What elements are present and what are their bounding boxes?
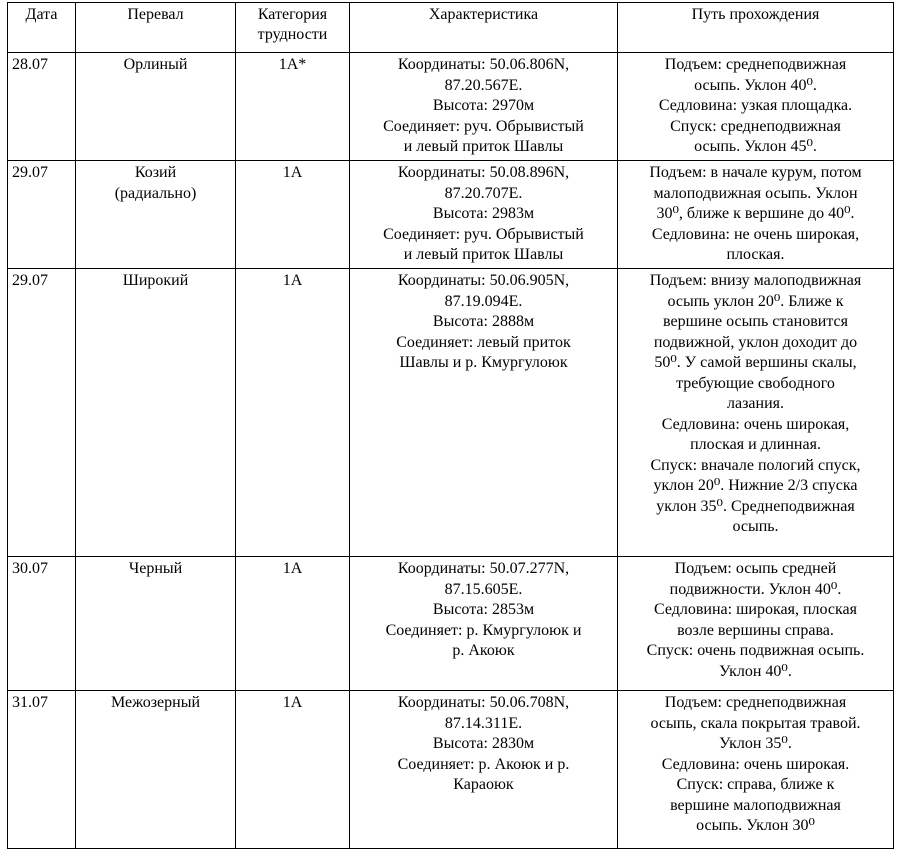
cell-route-line: осыпь. xyxy=(732,518,779,535)
cell-characteristic-line: Высота: 2983м xyxy=(432,205,535,222)
cell-route-line: Уклон 35⁰. xyxy=(719,735,792,752)
cell-characteristic-line: Координаты: 50.06.905N, xyxy=(397,272,570,289)
cell-characteristic-line: Координаты: 50.06.708N, xyxy=(397,694,570,711)
cell-route-line: Подъем: в начале курум, потом xyxy=(649,164,862,181)
cell-route-line: Седловина: не очень широкая, xyxy=(651,225,860,243)
cell-characteristic-line: Высота: 2970м xyxy=(432,97,535,114)
cell-pass-line: Широкий xyxy=(122,272,189,289)
cell-characteristic-line: 87.20.567E. xyxy=(444,76,523,94)
cell-route-line: 30⁰, ближе к вершине до 40⁰. xyxy=(656,205,855,222)
cell-characteristic-line: р. Акоюк xyxy=(452,642,515,659)
cell-characteristic-line: Соединяет: руч. Обрывистый xyxy=(383,117,584,135)
cell-route-line: Спуск: вначале пологий спуск, xyxy=(650,456,861,474)
cell-category: 1А* xyxy=(236,53,350,161)
cell-route-line: Подъем: среднеподвижная xyxy=(664,694,847,711)
cell-characteristic-line: и левый приток Шавлы xyxy=(403,138,564,155)
cell-pass-line: Межозерный xyxy=(110,694,201,711)
cell-characteristic-line: 87.20.707E. xyxy=(444,184,523,202)
cell-route-line: уклон 20⁰. Нижние 2/3 спуска xyxy=(653,477,858,494)
cell-pass-line: (радиально) xyxy=(114,184,197,202)
cell-characteristic-line: Шавлы и р. Кмургулоюк xyxy=(399,354,568,371)
cell-route-line: осыпь, скала покрытая травой. xyxy=(650,714,861,732)
cell-characteristic-line: 87.15.605E. xyxy=(444,580,523,598)
cell-characteristic-line: Соединяет: р. Акоюк и р. xyxy=(397,755,570,773)
header-characteristic: Характеристика xyxy=(350,3,618,53)
cell-characteristic-line: Координаты: 50.08.896N, xyxy=(397,164,570,181)
cell-route xyxy=(618,161,894,269)
cell-characteristic-line: Координаты: 50.06.806N, xyxy=(397,56,570,73)
cell-pass-line: Орлиный xyxy=(123,56,188,73)
cell-category: 1А xyxy=(236,557,350,691)
cell-route-line: требующие свободного xyxy=(676,374,835,392)
header-category: Категория трудности xyxy=(236,3,350,53)
cell-characteristic-line: Координаты: 50.07.277N, xyxy=(397,560,570,577)
cell-characteristic-line: 87.19.094E. xyxy=(444,292,523,310)
cell-route xyxy=(618,691,894,849)
cell-characteristic-line: Высота: 2853м xyxy=(432,601,535,618)
cell-route-line: Седловина: очень широкая, xyxy=(661,415,850,433)
cell-date: 29.07 xyxy=(8,269,76,557)
table-header-row xyxy=(8,3,894,53)
cell-route-line: Спуск: справа, ближе к xyxy=(676,776,835,793)
cell-route-line: осыпь. Уклон 30⁰ xyxy=(696,817,815,834)
cell-route-line: вершине осыпь становится xyxy=(663,313,848,330)
cell-characteristic-line: и левый приток Шавлы xyxy=(403,246,564,263)
header-route: Путь прохождения xyxy=(618,3,894,53)
cell-date: 31.07 xyxy=(8,691,76,849)
table-row xyxy=(8,557,894,691)
cell-pass xyxy=(76,269,236,557)
cell-characteristic-line: Высота: 2888м xyxy=(432,313,535,330)
cell-category: 1А xyxy=(236,691,350,849)
cell-date: 28.07 xyxy=(8,53,76,161)
cell-route xyxy=(618,53,894,161)
cell-route-line: плоская. xyxy=(726,246,785,263)
cell-route-line: Спуск: очень подвижная осыпь. xyxy=(646,642,865,659)
cell-characteristic-line: Соединяет: руч. Обрывистый xyxy=(383,225,584,243)
cell-route-line: уклон 35⁰. Среднеподвижная xyxy=(656,497,855,515)
cell-category: 1А xyxy=(236,269,350,557)
cell-characteristic-line: Высота: 2830м xyxy=(432,735,535,752)
table-body xyxy=(8,53,894,849)
cell-characteristic xyxy=(350,53,618,161)
pass-table xyxy=(7,2,894,849)
cell-route-line: возле вершины справа. xyxy=(677,621,834,639)
cell-route-line: 50⁰. У самой вершины скалы, xyxy=(654,354,857,371)
cell-characteristic xyxy=(350,691,618,849)
cell-characteristic xyxy=(350,269,618,557)
cell-route-line: Седловина: узкая площадка. xyxy=(658,97,853,114)
cell-pass xyxy=(76,691,236,849)
header-date: Дата xyxy=(8,3,76,53)
cell-route-line: Уклон 40⁰. xyxy=(719,662,792,680)
cell-pass xyxy=(76,557,236,691)
table-row xyxy=(8,269,894,557)
header-pass: Перевал xyxy=(76,3,236,53)
table-row xyxy=(8,691,894,849)
cell-date: 29.07 xyxy=(8,161,76,269)
cell-route-line: Подъем: внизу малоподвижная xyxy=(649,272,862,289)
cell-characteristic-line: Соединяет: левый приток xyxy=(396,333,571,351)
cell-route-line: осыпь. Уклон 45⁰. xyxy=(694,138,817,155)
cell-pass xyxy=(76,53,236,161)
cell-date: 30.07 xyxy=(8,557,76,691)
cell-route-line: Седловина: широкая, плоская xyxy=(653,601,858,618)
cell-route-line: осыпь уклон 20⁰. Ближе к xyxy=(667,292,844,310)
cell-pass-line: Черный xyxy=(128,560,183,577)
cell-characteristic xyxy=(350,557,618,691)
cell-route-line: Седловина: очень широкая. xyxy=(661,755,850,773)
cell-characteristic-line: Соединяет: р. Кмургулоюк и xyxy=(385,621,582,639)
cell-route-line: подвижной, уклон доходит до xyxy=(653,333,858,351)
cell-pass-line: Козий xyxy=(134,164,177,181)
cell-route-line: лазания. xyxy=(727,395,784,412)
cell-route-line: Спуск: среднеподвижная xyxy=(670,117,841,135)
cell-route-line: осыпь. Уклон 40⁰. xyxy=(694,76,817,94)
cell-characteristic-line: 87.14.311E. xyxy=(444,714,523,732)
cell-route xyxy=(618,269,894,557)
cell-route-line: Подъем: среднеподвижная xyxy=(664,56,847,73)
cell-route-line: Подъем: осыпь средней xyxy=(674,560,837,577)
cell-characteristic-line: Караоюк xyxy=(453,776,514,793)
table-row xyxy=(8,53,894,161)
table-row xyxy=(8,161,894,269)
cell-route-line: вершине малоподвижная xyxy=(670,796,841,814)
cell-pass xyxy=(76,161,236,269)
cell-route xyxy=(618,557,894,691)
cell-category: 1А xyxy=(236,161,350,269)
cell-route-line: плоская и длинная. xyxy=(690,436,821,453)
cell-route-line: подвижности. Уклон 40⁰. xyxy=(669,580,842,598)
cell-route-line: малоподвижная осыпь. Уклон xyxy=(653,184,858,202)
cell-characteristic xyxy=(350,161,618,269)
